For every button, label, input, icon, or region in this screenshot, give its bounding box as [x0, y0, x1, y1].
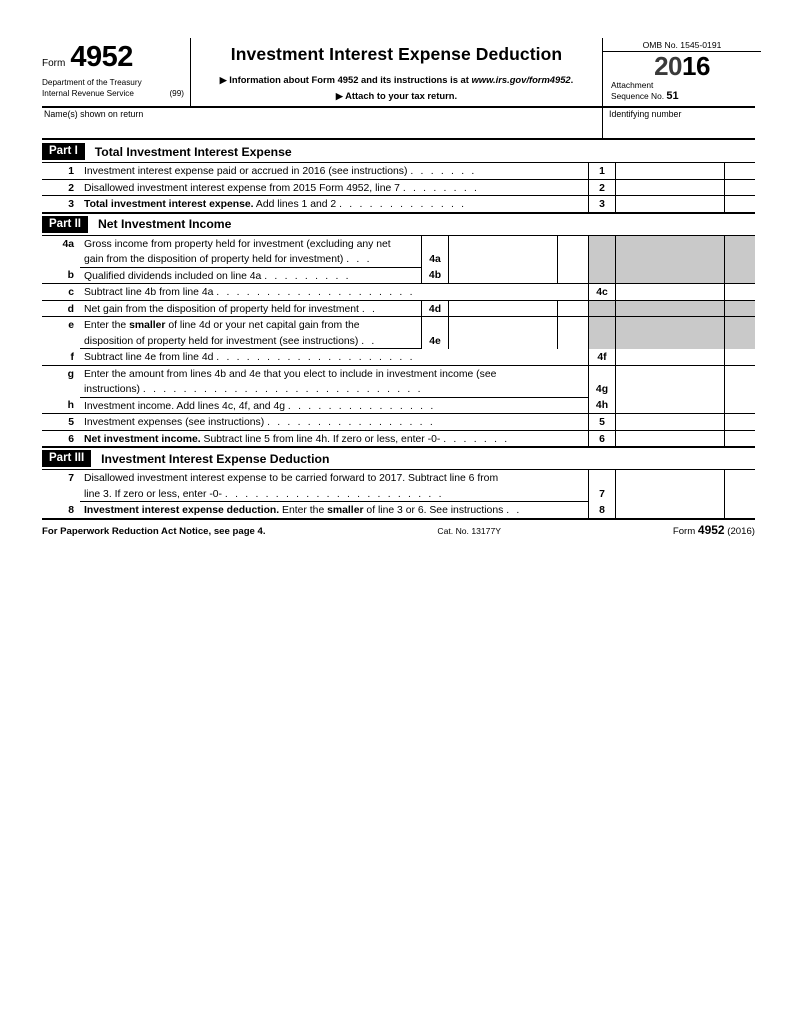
line-8-number: 8: [42, 502, 80, 519]
form-4952: [42, 38, 755, 537]
footer-form-label: Form: [672, 525, 698, 537]
line-4d-number: d: [42, 300, 80, 317]
header-center: [190, 38, 603, 106]
line-8-label-mid: Enter the: [279, 505, 328, 516]
line-5-ref: 5: [589, 414, 616, 431]
form-label: Form: [42, 58, 66, 69]
line-4a-text-2: [80, 251, 422, 267]
line-4a-cents[interactable]: [558, 236, 589, 268]
line-4d-ref: 4d: [422, 300, 449, 317]
line-1-label: Investment interest expense paid or accrued in 2016 (see instructions): [84, 166, 408, 177]
line-6-cents[interactable]: [725, 430, 756, 446]
line-5-dots: . . . . . . . . . . . . . . . . .: [267, 417, 435, 428]
line-4b-ref: 4b: [422, 267, 449, 284]
line-5-number: 5: [42, 414, 80, 431]
line-4a-text-1: [80, 236, 422, 252]
line-8-label-bold: Investment interest expense deduction.: [84, 505, 280, 516]
line-4h-number: h: [42, 397, 80, 414]
table-row: [42, 397, 755, 414]
line-4e-right-amount: [616, 317, 725, 349]
line-4e-label-bold: smaller: [129, 320, 166, 331]
line-4h-dots: . . . . . . . . . . . . . . .: [287, 400, 436, 412]
line-6-label: Subtract line 5 from line 4h. If zero or less, enter -0-: [200, 433, 441, 445]
omb-number: OMB No. 1545-0191: [642, 40, 722, 50]
line-4f-ref: 4f: [589, 349, 616, 366]
line-4e-amount[interactable]: [449, 317, 558, 349]
line-4e-ref: 4e: [422, 317, 449, 349]
line-6-number: 6: [68, 433, 74, 445]
line-1-ref: 1: [589, 163, 616, 179]
line-4d-amount[interactable]: [449, 300, 558, 317]
line-1-cents[interactable]: [725, 163, 756, 179]
instruction-website-prefix: Information about Form 4952 and its instructions is at: [229, 74, 472, 85]
line-4h-cents[interactable]: [725, 397, 756, 414]
form-footer: [42, 520, 755, 537]
table-row: [42, 284, 755, 301]
line-2-dots: . . . . . . . .: [402, 182, 480, 194]
line-4h-ref: 4h: [589, 397, 616, 414]
line-3-label-bold: Total investment interest expense.: [84, 199, 254, 210]
footer-form-number: 4952: [697, 522, 725, 537]
table-row: [42, 196, 755, 212]
line-4g-text-2: [80, 381, 589, 397]
line-4d-right-ref: [589, 300, 616, 317]
line-3-cents[interactable]: [725, 196, 756, 212]
instruction-attach-text: Attach to your tax return.: [345, 90, 458, 101]
line-4f-cents[interactable]: [725, 349, 756, 366]
line-4e-right-cents: [725, 317, 756, 349]
line-4d-dots: . .: [361, 303, 378, 315]
line-1-amount[interactable]: [616, 163, 725, 179]
line-4f-label: Subtract line 4e from line 4d: [84, 352, 214, 363]
line-4b-right-amount: [616, 267, 725, 284]
part-3-tag: Part III: [42, 450, 91, 467]
line-4f-amount[interactable]: [616, 349, 725, 366]
table-row: [42, 300, 755, 317]
table-row: [42, 267, 755, 284]
line-3-text: [80, 196, 589, 212]
line-3-ref: 3: [589, 196, 616, 212]
line-3-number: 3: [68, 199, 74, 210]
line-3-label: Add lines 1 and 2: [253, 199, 337, 210]
part-2-title: Net Investment Income: [97, 217, 232, 231]
line-4c-cents[interactable]: [725, 284, 756, 301]
tax-year: [609, 52, 755, 80]
line-8-label-after: of line 3 or 6. See instructions: [363, 505, 504, 516]
line-2-text: [80, 179, 589, 196]
line-4b-right-cents: [725, 267, 756, 284]
line-3-dots: . . . . . . . . . . . . .: [339, 199, 467, 210]
line-4b-text: [80, 267, 422, 284]
line-2-ref: 2: [589, 179, 616, 196]
line-4e-label-2: disposition of property held for investment (see instructions): [84, 335, 359, 347]
line-6-amount[interactable]: [616, 430, 725, 446]
line-4b-label: Qualified dividends included on line 4a: [84, 270, 262, 282]
footer-form-id: [673, 523, 755, 537]
line-4b-right-ref: [589, 267, 616, 284]
line-5-cents[interactable]: [725, 414, 756, 431]
part-2-header: [42, 212, 755, 236]
line-4b-amount[interactable]: [449, 267, 558, 284]
table-row: [42, 179, 755, 196]
line-2-number: 2: [42, 179, 80, 196]
line-4a-right-ref: [589, 236, 616, 268]
instruction-website: [195, 74, 598, 86]
line-4e-number: e: [68, 320, 74, 331]
part-2-tag: Part II: [42, 216, 88, 233]
line-7-label-1: Disallowed investment interest expense to be carried forward to 2017. Subtract line 6 from: [84, 473, 499, 484]
line-8-label-bold2: smaller: [327, 505, 364, 516]
table-row: [42, 236, 755, 252]
line-5-amount[interactable]: [616, 414, 725, 431]
footer-form-year: (2016): [724, 525, 755, 537]
line-4e-cents[interactable]: [558, 317, 589, 349]
line-4g-ref: 4g: [589, 365, 616, 397]
department-revision: (99): [169, 88, 184, 98]
line-4a-label-1: Gross income from property held for investment (excluding any net: [84, 238, 391, 250]
line-7-cents[interactable]: [725, 470, 756, 502]
line-4e-dots: . .: [361, 335, 377, 347]
line-2-label: Disallowed investment interest expense from 2015 Form 4952, line 7: [84, 182, 400, 194]
attachment-sequence: [611, 91, 755, 102]
line-4d-label: Net gain from the disposition of property held for investment: [84, 303, 359, 315]
part-3-header: [42, 446, 755, 470]
catalog-number: Cat. No. 13177Y: [437, 525, 501, 536]
name-field-cell[interactable]: [42, 108, 603, 138]
line-6-dots: . . . . . . .: [443, 433, 510, 445]
line-4g-dots: . . . . . . . . . . . . . . . . . . . . . . . . . . . .: [142, 384, 423, 395]
line-8-text: [80, 502, 589, 519]
line-4b-cents[interactable]: [558, 267, 589, 284]
line-7-amount[interactable]: [616, 470, 725, 502]
line-4g-number: g: [67, 368, 74, 380]
line-5-label: Investment expenses (see instructions): [84, 417, 265, 428]
name-row: [42, 108, 755, 140]
line-4c-ref: 4c: [589, 284, 616, 301]
line-7-label-2: line 3. If zero or less, enter -0-: [84, 488, 223, 500]
line-4g-amount[interactable]: [616, 365, 725, 397]
department-block: [42, 78, 190, 99]
attachment-seq-label: Sequence No.: [611, 90, 665, 101]
line-1-text: [80, 163, 589, 179]
line-6-label-bold: Net investment income.: [84, 433, 201, 445]
line-4e-text-1: [80, 317, 422, 333]
line-3-amount[interactable]: [616, 196, 725, 212]
part-1-table: [42, 163, 755, 212]
tax-year-value: 16: [682, 51, 710, 81]
line-4a-ref: 4a: [422, 236, 449, 268]
line-1-dots: . . . . . . .: [410, 166, 477, 177]
identifying-number-cell[interactable]: [603, 108, 755, 138]
table-row: [42, 365, 755, 381]
line-4e-right-ref: [589, 317, 616, 349]
line-7-ref: 7: [589, 470, 616, 502]
table-row: [42, 430, 755, 446]
line-4a-right-amount: [616, 236, 725, 268]
line-7-text-1: [80, 470, 589, 486]
line-4h-amount[interactable]: [616, 397, 725, 414]
line-4d-right-cents: [725, 300, 756, 317]
line-4c-amount[interactable]: [616, 284, 725, 301]
line-4d-cents[interactable]: [558, 300, 589, 317]
line-2-amount[interactable]: [616, 179, 725, 196]
line-7-number: 7: [68, 473, 74, 484]
arrow-right-icon: ▶: [219, 75, 227, 85]
line-4b-dots: . . . . . . . . .: [264, 270, 351, 282]
attachment-label: Attachment: [611, 80, 654, 90]
line-4c-label: Subtract line 4b from line 4a: [84, 287, 214, 298]
form-number: 4952: [70, 41, 133, 73]
part-3-title: Investment Interest Expense Deduction: [101, 451, 330, 466]
line-4h-text: [80, 397, 589, 414]
arrow-right-icon-2: ▶: [335, 91, 343, 101]
table-row: [42, 502, 755, 519]
line-5-text: [80, 414, 589, 431]
instruction-attach: [195, 90, 598, 102]
line-4f-text: [80, 349, 589, 366]
line-4a-label-2: gain from the disposition of property held for investment): [84, 254, 344, 265]
line-4g-label-2: instructions): [84, 384, 141, 395]
table-row: [42, 317, 755, 333]
line-1-number: 1: [42, 163, 80, 179]
line-6-ref: 6: [589, 430, 616, 446]
line-4f-number: f: [42, 349, 80, 366]
table-row: [42, 163, 755, 179]
line-4g-text-1: [80, 365, 589, 381]
department-line-1: Department of the Treasury: [42, 78, 142, 87]
line-4e-text-2: [80, 333, 422, 349]
attachment-info: [609, 80, 755, 101]
line-4c-text: [80, 284, 589, 301]
line-8-ref: 8: [589, 502, 616, 519]
line-4d-right-amount: [616, 300, 725, 317]
tax-year-century: 20: [654, 51, 682, 81]
instruction-website-url: www.irs.gov/form4952: [471, 74, 571, 85]
form-identifier: [42, 42, 190, 72]
line-4h-label: Investment income. Add lines 4c, 4f, and 4g: [84, 400, 286, 412]
table-row: [42, 349, 755, 366]
identifying-number-label: Identifying number: [609, 109, 682, 119]
line-4e-label-a: Enter the: [84, 320, 130, 331]
line-6-text: [80, 430, 589, 446]
part-1-tag: Part I: [42, 143, 85, 160]
header-right: [603, 38, 755, 106]
line-4b-number: b: [42, 267, 80, 284]
form-header: [42, 38, 755, 108]
line-7-text-2: [80, 486, 589, 502]
part-1-title: Total Investment Interest Expense: [94, 144, 292, 159]
line-7-dots: . . . . . . . . . . . . . . . . . . . . . .: [224, 488, 444, 500]
line-4a-number: 4a: [62, 238, 74, 250]
line-8-dots: . .: [506, 505, 522, 516]
paperwork-notice: For Paperwork Reduction Act Notice, see page 4.: [42, 525, 266, 537]
line-4a-dots: . . .: [346, 254, 372, 265]
line-2-cents[interactable]: [725, 179, 756, 196]
instruction-website-suffix: .: [570, 74, 574, 85]
line-8-amount[interactable]: [616, 502, 725, 519]
table-row: [42, 470, 755, 486]
line-4c-dots: . . . . . . . . . . . . . . . . . . . .: [216, 287, 415, 298]
line-8-cents[interactable]: [725, 502, 756, 519]
line-4g-label-1: Enter the amount from lines 4b and 4e that you elect to include in investment income (see: [84, 368, 497, 380]
part-1-header: [42, 141, 755, 163]
header-left: [42, 38, 190, 106]
line-4f-dots: . . . . . . . . . . . . . . . . . . . .: [216, 352, 415, 363]
part-2-table: [42, 236, 755, 447]
line-4c-number: c: [42, 284, 80, 301]
line-4a-amount[interactable]: [449, 236, 558, 268]
form-title: Investment Interest Expense Deduction: [230, 44, 563, 64]
attachment-seq-number: 51: [666, 89, 679, 102]
line-4d-text: [80, 300, 422, 317]
line-4e-label-b: of line 4d or your net capital gain from the: [165, 320, 360, 331]
line-4a-right-cents: [725, 236, 756, 268]
table-row: [42, 414, 755, 431]
part-3-table: [42, 470, 755, 520]
department-line-2: Internal Revenue Service: [42, 88, 134, 98]
name-field-label: Name(s) shown on return: [44, 109, 144, 119]
line-4g-cents[interactable]: [725, 365, 756, 397]
